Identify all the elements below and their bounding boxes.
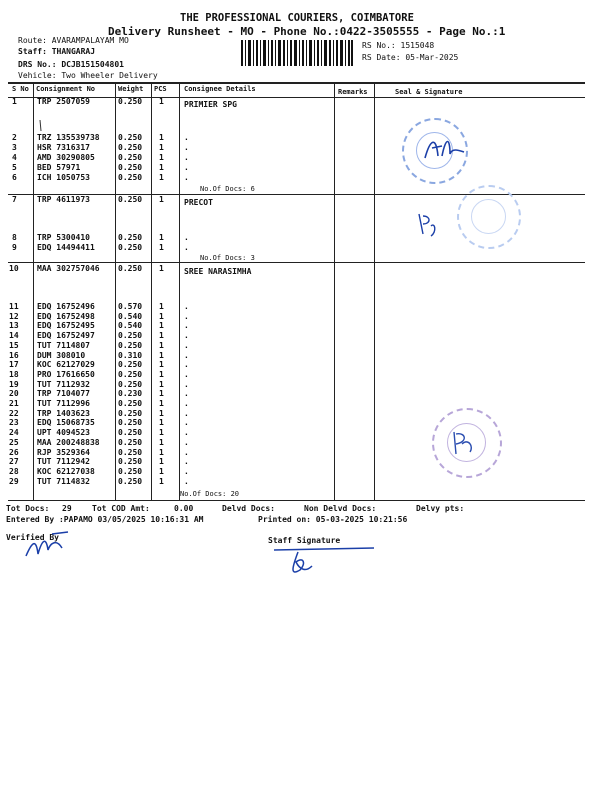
consignee-dot: .: [184, 418, 189, 428]
table-row: [0, 264, 600, 274]
row-pcs: 1: [159, 379, 164, 389]
row-weight: 0.230: [118, 389, 143, 399]
non-delivered-docs-label: Non Delvd Docs:: [304, 504, 377, 513]
row-weight: 0.250: [118, 379, 143, 389]
row-sno: 9: [12, 243, 17, 252]
row-consignment: RJP 3529364: [37, 447, 90, 457]
table-row: [0, 438, 600, 448]
table-row: [0, 153, 600, 163]
row-consignment: EDQ 16752496: [37, 302, 95, 311]
col-consignee: Consignee Details: [184, 85, 256, 93]
row-pcs: 1: [159, 264, 164, 273]
row-weight: 0.250: [118, 133, 143, 142]
table-row: [0, 143, 600, 153]
row-consignment: EDQ 14494411: [37, 243, 95, 252]
row-pcs: 1: [159, 447, 164, 457]
table-row: [0, 380, 600, 390]
row-pcs: 1: [159, 195, 164, 204]
row-sno: 19: [9, 379, 19, 389]
company-seal-stamp: [457, 185, 521, 249]
row-sno: 25: [9, 437, 19, 447]
row-weight: 0.250: [118, 457, 143, 467]
row-sno: 29: [9, 476, 19, 486]
row-weight: 0.250: [118, 476, 143, 486]
row-weight: 0.250: [118, 243, 143, 252]
consignee-dot: .: [184, 369, 189, 379]
consignee-dot: .: [184, 331, 189, 341]
row-consignment: TUT 7112996: [37, 399, 90, 408]
row-pcs: 1: [159, 408, 164, 418]
verified-by-label: Verified By: [6, 533, 59, 542]
runsheet-title: Delivery Runsheet - MO - Phone No.:0422-3505555 - Page No.:1: [108, 25, 506, 38]
row-pcs: 1: [159, 466, 164, 476]
consignee-dot: .: [184, 389, 189, 399]
row-weight: 0.540: [118, 321, 143, 331]
row-sno: 27: [9, 457, 19, 467]
row-pcs: 1: [159, 340, 164, 350]
row-pcs: 1: [159, 428, 164, 438]
route-label: Route: AVARAMPALAYAM MO: [18, 36, 129, 45]
row-consignment: MAA 200248838: [37, 437, 100, 447]
table-row: [0, 418, 600, 428]
table-row: [0, 163, 600, 173]
row-consignment: TRP 5300410: [37, 233, 90, 242]
consignee-dot: .: [184, 133, 189, 142]
barcode: [241, 40, 353, 66]
total-docs-value: 29: [62, 504, 72, 513]
docs-count: No.Of Docs: 20: [180, 490, 240, 498]
row-consignment: EDQ 15068735: [37, 418, 95, 428]
consignee-dot: .: [184, 476, 189, 486]
row-pcs: 1: [159, 163, 164, 172]
consignee-dot: .: [184, 360, 189, 370]
table-row: [0, 360, 600, 370]
row-sno: 20: [9, 389, 19, 399]
row-weight: 0.250: [118, 163, 143, 172]
row-sno: 2: [12, 133, 17, 142]
delivered-docs-label: Delvd Docs:: [222, 504, 275, 513]
table-row: [0, 389, 600, 399]
consignee-dot: .: [184, 437, 189, 447]
consignee-dot: .: [184, 350, 189, 360]
row-pcs: 1: [159, 457, 164, 467]
table-row: [0, 477, 600, 487]
rs-number: RS No.: 1515048: [362, 41, 435, 50]
row-weight: 0.250: [118, 408, 143, 418]
consignee-dot: .: [184, 153, 189, 162]
row-pcs: 1: [159, 389, 164, 399]
row-sno: 6: [12, 173, 17, 182]
col-seal-signature: Seal & Signature: [395, 88, 463, 96]
row-sno: 12: [9, 311, 19, 321]
col-sno: S No: [12, 85, 29, 93]
row-consignment: ICH 1050753: [37, 173, 90, 182]
table-row: [0, 331, 600, 341]
table-row: [0, 97, 600, 107]
row-sno: 3: [12, 143, 17, 152]
table-row: [0, 321, 600, 331]
row-sno: 14: [9, 331, 19, 341]
row-sno: 1: [12, 97, 17, 106]
consignee-dot: .: [184, 379, 189, 389]
row-sno: 21: [9, 399, 19, 408]
consignee-dot: .: [184, 457, 189, 467]
table-row: [0, 370, 600, 380]
col-remarks: Remarks: [338, 88, 368, 96]
row-sno: 26: [9, 447, 19, 457]
table-row: [0, 448, 600, 458]
table-row: [0, 409, 600, 419]
row-weight: 0.250: [118, 97, 143, 106]
row-pcs: 1: [159, 153, 164, 162]
row-sno: 24: [9, 428, 19, 438]
row-weight: 0.250: [118, 233, 143, 242]
row-pcs: 1: [159, 369, 164, 379]
row-weight: 0.250: [118, 418, 143, 428]
row-pcs: 1: [159, 360, 164, 370]
delivery-points-label: Delvy pts:: [416, 504, 465, 513]
consignee-dot: .: [184, 447, 189, 457]
row-weight: 0.250: [118, 340, 143, 350]
row-consignment: EDQ 16752498: [37, 311, 95, 321]
row-weight: 0.250: [118, 264, 143, 273]
table-row: [0, 133, 600, 143]
row-pcs: 1: [159, 133, 164, 142]
row-sno: 22: [9, 408, 19, 418]
row-consignment: EDQ 16752497: [37, 331, 95, 341]
row-consignment: TUT 7112942: [37, 457, 90, 467]
row-pcs: 1: [159, 311, 164, 321]
signature-scribble: [413, 210, 443, 240]
row-consignment: PRO 17616650: [37, 369, 95, 379]
consignee-dot: .: [184, 340, 189, 350]
row-consignment: TUT 7112932: [37, 379, 90, 389]
vehicle-label: Vehicle: Two Wheeler Delivery: [18, 71, 158, 80]
row-weight: 0.250: [118, 143, 143, 152]
table-row: [0, 428, 600, 438]
row-pcs: 1: [159, 143, 164, 152]
row-weight: 0.250: [118, 437, 143, 447]
row-sno: 11: [9, 302, 19, 311]
row-consignment: KOC 62127029: [37, 360, 95, 370]
table-row: [0, 302, 600, 312]
table-row: [0, 467, 600, 477]
row-sno: 4: [12, 153, 17, 162]
row-consignment: AMD 30290805: [37, 153, 95, 162]
row-sno: 13: [9, 321, 19, 331]
consignee-dot: .: [184, 321, 189, 331]
row-sno: 28: [9, 466, 19, 476]
total-cod-label: Tot COD Amt:: [92, 504, 150, 513]
row-pcs: 1: [159, 418, 164, 428]
row-weight: 0.250: [118, 447, 143, 457]
row-consignment: TRZ 135539738: [37, 133, 100, 142]
table-row: [0, 312, 600, 322]
row-pcs: 1: [159, 437, 164, 447]
row-consignment: KOC 62127038: [37, 466, 95, 476]
staff-signature: [270, 540, 380, 580]
consignee-dot: .: [184, 311, 189, 321]
row-sno: 5: [12, 163, 17, 172]
printed-on: Printed on: 05-03-2025 10:21:56: [258, 515, 408, 524]
row-sno: 18: [9, 369, 19, 379]
row-sno: 16: [9, 350, 19, 360]
row-weight: 0.250: [118, 195, 143, 204]
row-consignment: TUT 7114807: [37, 340, 90, 350]
consignee-dot: .: [184, 408, 189, 418]
row-weight: 0.250: [118, 153, 143, 162]
entered-by: Entered By :PAPAMO 03/05/2025 10:16:31 AM: [6, 515, 204, 524]
row-sno: 10: [9, 264, 19, 273]
row-weight: 0.250: [118, 466, 143, 476]
row-consignment: TUT 7114832: [37, 476, 90, 486]
staff-label: Staff: THANGARAJ: [18, 47, 96, 56]
rs-date: RS Date: 05-Mar-2025: [362, 53, 459, 62]
consignee-dot: .: [184, 399, 189, 408]
col-weight: Weight: [118, 85, 144, 93]
row-consignment: TRP 1403623: [37, 408, 90, 418]
docs-count: No.Of Docs: 6: [200, 185, 255, 193]
table-top-border: [8, 82, 585, 84]
row-pcs: 1: [159, 97, 164, 106]
consignee-dot: .: [184, 143, 189, 152]
row-consignment: UPT 4094523: [37, 428, 90, 438]
total-cod-value: 0.00: [174, 504, 194, 513]
row-sno: 7: [12, 195, 17, 204]
row-pcs: 1: [159, 331, 164, 341]
row-sno: 8: [12, 233, 17, 242]
row-pcs: 1: [159, 173, 164, 182]
table-row: [0, 457, 600, 467]
table-row: [0, 243, 600, 253]
table-row: [0, 399, 600, 409]
row-consignment: TRP 4611973: [37, 195, 90, 204]
consignee-dot: .: [184, 466, 189, 476]
row-pcs: 1: [159, 399, 164, 408]
col-pcs: PCS: [154, 85, 167, 93]
row-pcs: 1: [159, 350, 164, 360]
table-row: [0, 341, 600, 351]
table-bottom-border: [8, 500, 585, 501]
signature-scribble: [420, 130, 470, 165]
consignee-dot: .: [184, 233, 189, 242]
pen-mark: [34, 118, 48, 134]
col-consignment: Consignment No: [36, 85, 96, 93]
consignee-name: SREE NARASIMHA: [184, 267, 252, 276]
row-pcs: 1: [159, 302, 164, 311]
company-title: THE PROFESSIONAL COURIERS, COIMBATORE: [180, 12, 414, 24]
row-consignment: DUM 308010: [37, 350, 86, 360]
row-consignment: TRP 2507059: [37, 97, 90, 106]
row-pcs: 1: [159, 233, 164, 242]
drs-label: DRS No.: DCJB151504801: [18, 60, 124, 69]
consignee-dot: .: [184, 302, 189, 311]
row-weight: 0.570: [118, 302, 143, 311]
row-sno: 17: [9, 360, 19, 370]
total-docs-label: Tot Docs:: [6, 504, 50, 513]
row-consignment: HSR 7316317: [37, 143, 90, 152]
table-row: [0, 351, 600, 361]
row-weight: 0.250: [118, 331, 143, 341]
consignee-dot: .: [184, 428, 189, 438]
row-consignment: EDQ 16752495: [37, 321, 95, 331]
row-weight: 0.540: [118, 311, 143, 321]
row-sno: 15: [9, 340, 19, 350]
row-weight: 0.250: [118, 428, 143, 438]
row-sno: 23: [9, 418, 19, 428]
row-consignment: BED 57971: [37, 163, 81, 172]
consignee-name: PRIMIER SPG: [184, 100, 237, 109]
row-consignment: MAA 302757046: [37, 264, 100, 273]
signature-scribble: [448, 428, 482, 458]
verifier-signature: [22, 528, 82, 564]
row-pcs: 1: [159, 476, 164, 486]
docs-count: No.Of Docs: 3: [200, 254, 255, 262]
row-consignment: TRP 7104077: [37, 389, 90, 399]
group-divider: [8, 262, 585, 263]
consignee-dot: .: [184, 243, 189, 252]
row-weight: 0.310: [118, 350, 143, 360]
row-weight: 0.250: [118, 369, 143, 379]
consignee-dot: .: [184, 173, 189, 182]
row-pcs: 1: [159, 243, 164, 252]
staff-signature-label: Staff Signature: [268, 536, 341, 545]
row-pcs: 1: [159, 321, 164, 331]
consignee-dot: .: [184, 163, 189, 172]
consignee-name: PRECOT: [184, 198, 213, 207]
row-weight: 0.250: [118, 173, 143, 182]
row-weight: 0.250: [118, 360, 143, 370]
row-weight: 0.250: [118, 399, 143, 408]
table-row: [0, 173, 600, 183]
